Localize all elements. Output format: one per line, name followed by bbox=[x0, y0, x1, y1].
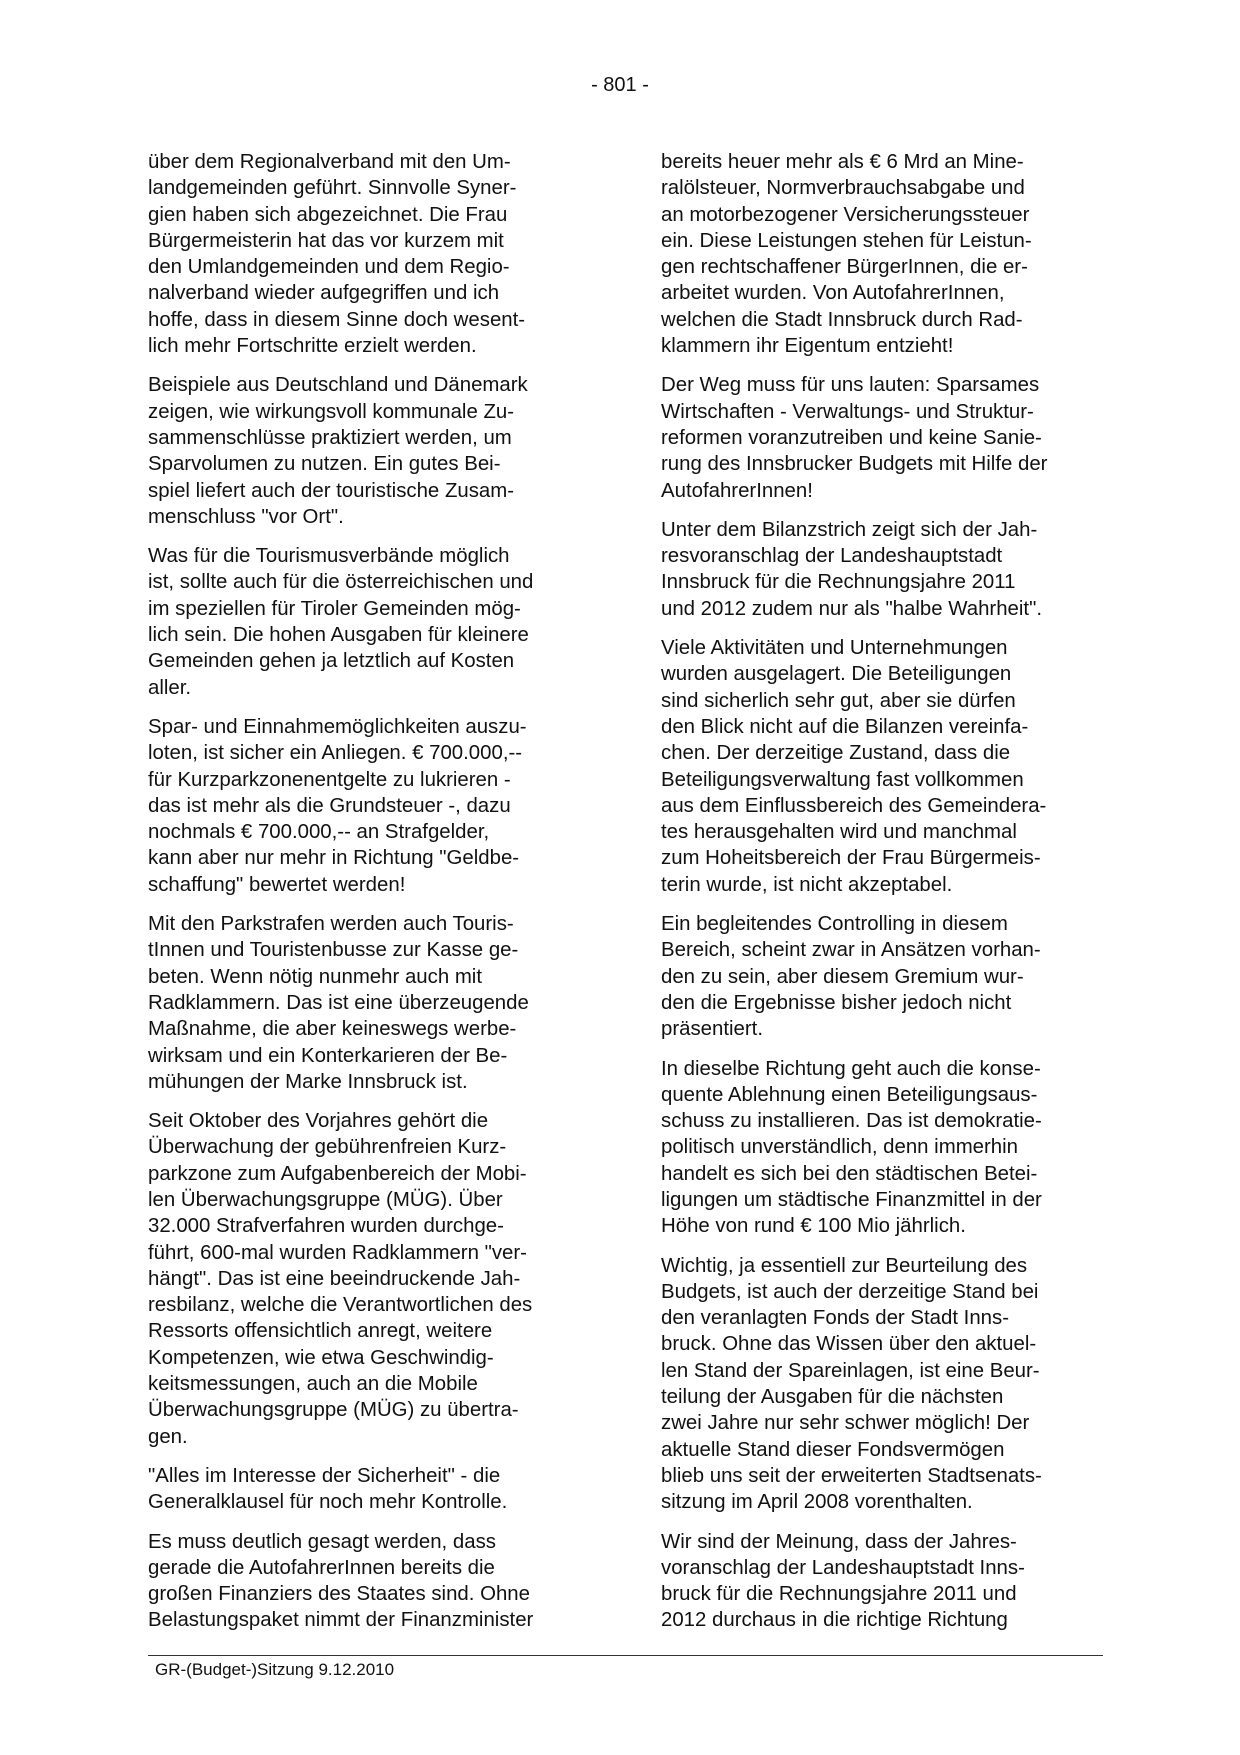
text-line: spiel liefert auch der touristische Zusam- bbox=[148, 479, 515, 502]
text-line: AutofahrerInnen! bbox=[661, 479, 813, 502]
text-line: Überwachung der gebührenfreien Kurz- bbox=[148, 1136, 507, 1159]
text-line: Radklammern. Das ist eine überzeugende bbox=[148, 991, 529, 1014]
text-column-left bbox=[148, 149, 596, 1647]
paragraph bbox=[661, 635, 1109, 898]
text-line: aus dem Einflussbereich des Gemeindera- bbox=[661, 794, 1047, 817]
text-line: lich sein. Die hohen Ausgaben für kleinere bbox=[148, 624, 529, 647]
text-line: Der Weg muss für uns lauten: Sparsames bbox=[661, 374, 1040, 397]
text-line: nochmals € 700.000,-- an Strafgelder, bbox=[148, 821, 490, 844]
text-line: 32.000 Strafverfahren wurden durchge- bbox=[148, 1215, 504, 1238]
text-line: welchen die Stadt Innsbruck durch Rad- bbox=[661, 308, 1023, 331]
text-line: zum Hoheitsbereich der Frau Bürgermeis- bbox=[661, 847, 1041, 870]
text-line: 2012 durchaus in die richtige Richtung bbox=[661, 1609, 1008, 1632]
text-line: den Blick nicht auf die Bilanzen vereinfa- bbox=[661, 715, 1029, 738]
footer-divider bbox=[148, 1655, 1103, 1656]
text-line: gen. bbox=[148, 1425, 188, 1448]
paragraph bbox=[148, 911, 596, 1095]
text-line: arbeitet wurden. Von AutofahrerInnen, bbox=[661, 282, 1005, 305]
text-line: schuss zu installieren. Das ist demokratie- bbox=[661, 1110, 1042, 1133]
text-line: führt, 600-mal wurden Radklammern "ver- bbox=[148, 1241, 527, 1264]
text-line: len Überwachungsgruppe (MÜG). Über bbox=[148, 1188, 503, 1211]
paragraph bbox=[661, 1529, 1109, 1634]
text-line: ligungen um städtische Finanzmittel in der bbox=[661, 1188, 1042, 1211]
text-line: schaffung" bewertet werden! bbox=[148, 873, 406, 896]
text-line: zeigen, wie wirkungsvoll kommunale Zu- bbox=[148, 400, 515, 423]
text-line: lich mehr Fortschritte erzielt werden. bbox=[148, 335, 477, 358]
text-line: Ein begleitendes Controlling in diesem bbox=[661, 913, 1008, 936]
text-line: tes herausgehalten wird und manchmal bbox=[661, 821, 1017, 844]
text-line: klammern ihr Eigentum entzieht! bbox=[661, 335, 954, 358]
paragraph bbox=[661, 517, 1109, 622]
text-line: chen. Der derzeitige Zustand, dass die bbox=[661, 742, 1011, 765]
text-line: das ist mehr als die Grundsteuer -, dazu bbox=[148, 794, 511, 817]
text-line: ein. Diese Leistungen stehen für Leistun- bbox=[661, 229, 1032, 252]
text-line: kann aber nur mehr in Richtung "Geldbe- bbox=[148, 847, 520, 870]
text-line: Budgets, ist auch der derzeitige Stand bei bbox=[661, 1280, 1039, 1303]
text-line: großen Finanziers des Staates sind. Ohne bbox=[148, 1583, 530, 1606]
text-line: Unter dem Bilanzstrich zeigt sich der Jah- bbox=[661, 518, 1038, 541]
text-line: landgemeinden geführt. Sinnvolle Syner- bbox=[148, 177, 517, 200]
text-line: wirksam und ein Konterkarieren der Be- bbox=[148, 1044, 508, 1067]
text-line: wurden ausgelagert. Die Beteiligungen bbox=[661, 663, 1012, 686]
text-line: im speziellen für Tiroler Gemeinden mög- bbox=[148, 597, 521, 620]
text-line: keitsmessungen, auch an die Mobile bbox=[148, 1373, 478, 1396]
text-line: Es muss deutlich gesagt werden, dass bbox=[148, 1530, 496, 1553]
text-line: Überwachungsgruppe (MÜG) zu übertra- bbox=[148, 1399, 519, 1422]
text-line: Belastungspaket nimmt der Finanzminister bbox=[148, 1609, 534, 1632]
text-line: Wirtschaften - Verwaltungs- und Struktur- bbox=[661, 400, 1034, 423]
text-line: und 2012 zudem nur als "halbe Wahrheit". bbox=[661, 597, 1042, 620]
text-line: den Umlandgemeinden und dem Regio- bbox=[148, 256, 510, 279]
text-line: Seit Oktober des Vorjahres gehört die bbox=[148, 1110, 489, 1133]
text-line: parkzone zum Aufgabenbereich der Mobi- bbox=[148, 1162, 527, 1185]
text-line: resbilanz, welche die Verantwortlichen des bbox=[148, 1294, 533, 1317]
text-line: Maßnahme, die aber keineswegs werbe- bbox=[148, 1018, 517, 1041]
text-line: Viele Aktivitäten und Unternehmungen bbox=[661, 637, 1008, 660]
text-line: tInnen und Touristenbusse zur Kasse ge- bbox=[148, 939, 519, 962]
paragraph bbox=[661, 1253, 1109, 1516]
text-line: handelt es sich bei den städtischen Betei- bbox=[661, 1162, 1038, 1185]
text-line: gien haben sich abgezeichnet. Die Frau bbox=[148, 203, 508, 226]
text-line: hoffe, dass in diesem Sinne doch wesent- bbox=[148, 308, 526, 331]
text-line: Wichtig, ja essentiell zur Beurteilung des bbox=[661, 1254, 1028, 1277]
paragraph bbox=[148, 1463, 596, 1516]
text-column-right bbox=[661, 149, 1109, 1647]
text-line: zwei Jahre nur sehr schwer möglich! Der bbox=[661, 1412, 1030, 1435]
paragraph bbox=[148, 372, 596, 530]
footer-text: GR-(Budget-)Sitzung 9.12.2010 bbox=[155, 1660, 395, 1679]
text-line: voranschlag der Landeshauptstadt Inns- bbox=[661, 1556, 1025, 1579]
text-line: an motorbezogener Versicherungssteuer bbox=[661, 203, 1030, 226]
text-line: resvoranschlag der Landeshauptstadt bbox=[661, 545, 1003, 568]
text-line: gen rechtschaffener BürgerInnen, die er- bbox=[661, 256, 1028, 279]
text-line: sammenschlüsse praktiziert werden, um bbox=[148, 426, 512, 449]
paragraph bbox=[148, 543, 596, 701]
text-line: terin wurde, ist nicht akzeptabel. bbox=[661, 873, 953, 896]
text-line: Innsbruck für die Rechnungsjahre 2011 bbox=[661, 571, 1016, 594]
text-line: Sparvolumen zu nutzen. Ein gutes Bei- bbox=[148, 453, 501, 476]
text-line: Bürgermeisterin hat das vor kurzem mit bbox=[148, 229, 504, 252]
text-line: sitzung im April 2008 vorenthalten. bbox=[661, 1491, 973, 1514]
text-line: menschluss "vor Ort". bbox=[148, 505, 344, 528]
text-line: aller. bbox=[148, 676, 192, 699]
text-line: "Alles im Interesse der Sicherheit" - die bbox=[148, 1464, 501, 1487]
text-line: Ressorts offensichtlich anregt, weitere bbox=[148, 1320, 493, 1343]
text-line: Was für die Tourismusverbände möglich bbox=[148, 545, 510, 568]
text-line: bereits heuer mehr als € 6 Mrd an Mine- bbox=[661, 151, 1024, 173]
text-line: Kompetenzen, wie etwa Geschwindig- bbox=[148, 1346, 494, 1369]
text-line: gerade die AutofahrerInnen bereits die bbox=[148, 1556, 495, 1579]
text-line: Beispiele aus Deutschland und Dänemark bbox=[148, 374, 528, 397]
paragraph bbox=[661, 372, 1109, 503]
text-line: sind sicherlich sehr gut, aber sie dürfen bbox=[661, 689, 1016, 712]
text-line: politisch unverständlich, denn immerhin bbox=[661, 1136, 1019, 1159]
text-line: In dieselbe Richtung geht auch die konse- bbox=[661, 1057, 1041, 1080]
text-line: präsentiert. bbox=[661, 1018, 764, 1041]
text-line: bruck. Ohne das Wissen über den aktuel- bbox=[661, 1333, 1037, 1356]
paragraph bbox=[148, 714, 596, 898]
text-line: ralölsteuer, Normverbrauchsabgabe und bbox=[661, 177, 1025, 200]
text-line: Beteiligungsverwaltung fast vollkommen bbox=[661, 768, 1024, 791]
text-line: ist, sollte auch für die österreichischen und bbox=[148, 571, 534, 594]
text-line: nalverband wieder aufgegriffen und ich bbox=[148, 282, 500, 305]
text-line: hängt". Das ist eine beeindruckende Jah- bbox=[148, 1267, 521, 1290]
text-line: blieb uns seit der erweiterten Stadtsenats- bbox=[661, 1464, 1042, 1487]
text-line: Spar- und Einnahmemöglichkeiten auszu- bbox=[148, 715, 527, 738]
text-line: aktuelle Stand dieser Fondsvermögen bbox=[661, 1438, 1005, 1461]
text-line: reformen voranzutreiben und keine Sanie- bbox=[661, 426, 1042, 449]
text-line: len Stand der Spareinlagen, ist eine Beur- bbox=[661, 1359, 1040, 1382]
text-line: den veranlagten Fonds der Stadt Inns- bbox=[661, 1307, 1009, 1330]
text-line: Wir sind der Meinung, dass der Jahres- bbox=[661, 1530, 1017, 1553]
text-line: für Kurzparkzonenentgelte zu lukrieren - bbox=[148, 768, 511, 791]
text-line: quente Ablehnung einen Beteiligungsaus- bbox=[661, 1083, 1038, 1106]
text-line: den die Ergebnisse bisher jedoch nicht bbox=[661, 991, 1012, 1014]
text-line: über dem Regionalverband mit den Um- bbox=[148, 151, 511, 173]
text-line: teilung der Ausgaben für die nächsten bbox=[661, 1386, 1004, 1409]
paragraph bbox=[661, 1056, 1109, 1240]
page-number: - 801 - bbox=[591, 74, 649, 96]
paragraph bbox=[148, 1529, 596, 1634]
text-line: den zu sein, aber diesem Gremium wur- bbox=[661, 965, 1024, 988]
text-line: Bereich, scheint zwar in Ansätzen vorhan- bbox=[661, 939, 1041, 962]
text-line: beten. Wenn nötig nunmehr auch mit bbox=[148, 965, 483, 988]
text-line: Gemeinden gehen ja letztlich auf Kosten bbox=[148, 650, 515, 673]
text-line: Höhe von rund € 100 Mio jährlich. bbox=[661, 1215, 966, 1238]
text-line: Mit den Parkstrafen werden auch Touris- bbox=[148, 913, 514, 936]
paragraph bbox=[148, 149, 596, 359]
paragraph bbox=[661, 149, 1109, 359]
text-line: mühungen der Marke Innsbruck ist. bbox=[148, 1070, 468, 1093]
text-line: loten, ist sicher ein Anliegen. € 700.000,-- bbox=[148, 742, 523, 765]
text-line: bruck für die Rechnungsjahre 2011 und bbox=[661, 1583, 1017, 1606]
paragraph bbox=[148, 1108, 596, 1450]
text-line: rung des Innsbrucker Budgets mit Hilfe der bbox=[661, 453, 1048, 476]
paragraph bbox=[661, 911, 1109, 1042]
text-line: Generalklausel für noch mehr Kontrolle. bbox=[148, 1491, 508, 1514]
